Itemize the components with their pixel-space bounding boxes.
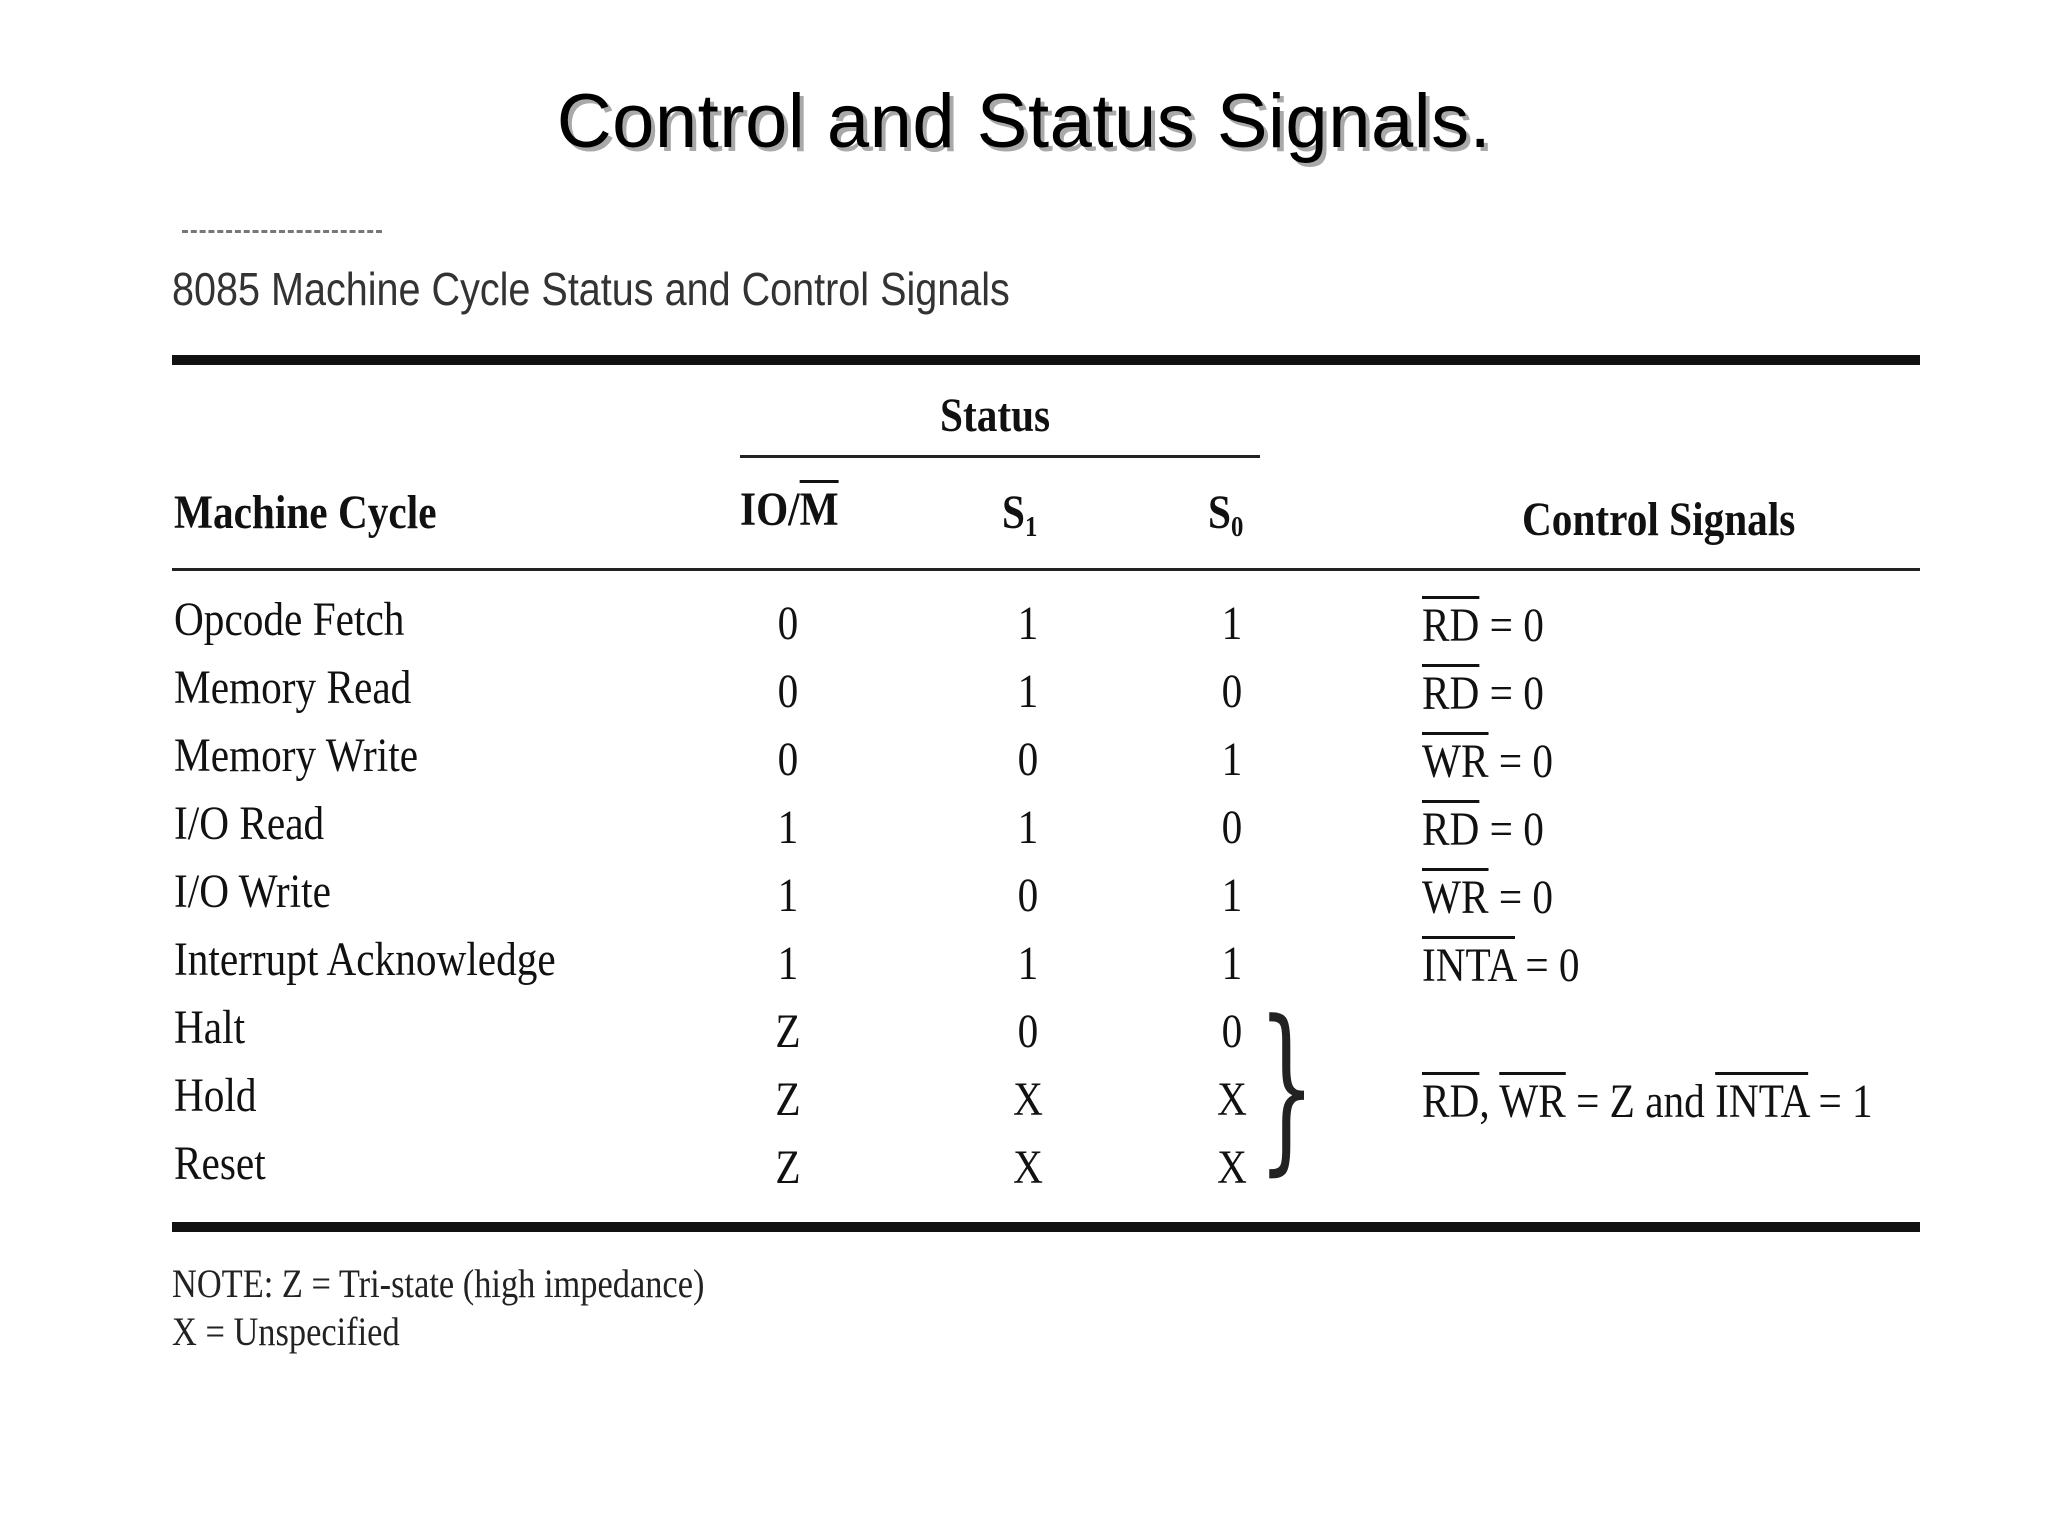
s0-cell: 0 <box>1221 801 1243 854</box>
cycle-cell: I/O Write <box>174 865 331 918</box>
io-m-header <box>740 482 839 537</box>
io-m-cell: 0 <box>777 733 799 786</box>
io-m-bar: $\overline{M}$ <box>799 483 839 536</box>
s1-cell: 1 <box>1017 597 1039 650</box>
status-group-rule <box>740 455 1260 458</box>
control-signal: $\overline{WR}$ <box>1422 735 1489 788</box>
s1-sub: 1 <box>1024 511 1038 543</box>
cycle-cell: Memory Write <box>174 729 419 782</box>
s1-cell: X <box>1013 1073 1043 1126</box>
cycle-cell: Interrupt Acknowledge <box>174 933 556 986</box>
grouped-inta: INTA <box>1715 1075 1809 1128</box>
io-m-cell: 1 <box>777 801 799 854</box>
s1-cell: 0 <box>1017 869 1039 922</box>
s0-base: S <box>1208 486 1231 539</box>
cycle-cell: Hold <box>174 1069 257 1122</box>
grouped-end: = 1 <box>1808 1075 1873 1128</box>
grouped-mid: = Z and <box>1565 1075 1716 1128</box>
cycle-cell: Opcode Fetch <box>174 593 405 646</box>
grouping-brace: } <box>1258 983 1316 1192</box>
control-cell <box>1422 735 1554 788</box>
io-m-cell: 0 <box>777 665 799 718</box>
control-signals-header: Control Signals <box>1522 493 1796 546</box>
control-cell <box>1422 939 1580 992</box>
s1-cell: 1 <box>1017 937 1039 990</box>
control-signal: INTA <box>1422 939 1516 992</box>
s0-header <box>1208 485 1243 544</box>
control-cell <box>1422 871 1554 924</box>
io-m-cell: 1 <box>777 869 799 922</box>
s0-cell: X <box>1217 1073 1247 1126</box>
s1-cell: 0 <box>1017 1005 1039 1058</box>
s0-cell: 0 <box>1221 1005 1243 1058</box>
grouped-rd: $\overline{RD}$ <box>1422 1075 1480 1128</box>
control-signal: $\overline{WR}$ <box>1422 871 1489 924</box>
control-signal: $\overline{RD}$ <box>1422 803 1480 856</box>
note-line-2: X = Unspecified <box>172 1309 400 1354</box>
s1-header <box>1002 485 1037 544</box>
control-value: = 0 <box>1479 803 1544 856</box>
control-signal: $\overline{RD}$ <box>1422 667 1480 720</box>
cycle-cell: Reset <box>174 1137 266 1190</box>
io-m-cell: Z <box>775 1005 801 1058</box>
s1-cell: 0 <box>1017 733 1039 786</box>
control-cell <box>1422 599 1544 652</box>
control-value: = 0 <box>1488 871 1554 924</box>
s1-cell: X <box>1013 1141 1043 1194</box>
grouped-wr: $\overline{WR}$ <box>1499 1075 1566 1128</box>
s0-cell: 1 <box>1221 597 1243 650</box>
grouped-control-cell <box>1422 1075 1873 1128</box>
io-m-cell: Z <box>775 1141 801 1194</box>
control-cell <box>1422 803 1544 856</box>
s0-cell: 0 <box>1221 665 1243 718</box>
s0-cell: X <box>1217 1141 1247 1194</box>
s0-cell: 1 <box>1221 733 1243 786</box>
control-value: = 0 <box>1488 735 1554 788</box>
cycle-cell: Halt <box>174 1001 246 1054</box>
io-m-prefix: IO/ <box>740 483 800 536</box>
io-m-cell: Z <box>775 1073 801 1126</box>
machine-cycle-header: Machine Cycle <box>174 486 437 539</box>
control-signal: $\overline{RD}$ <box>1422 599 1480 652</box>
s1-base: S <box>1002 486 1025 539</box>
table-caption: 8085 Machine Cycle Status and Control Signals <box>172 263 1010 315</box>
io-m-cell: 0 <box>777 597 799 650</box>
bottom-rule <box>172 1222 1920 1232</box>
s0-cell: 1 <box>1221 869 1243 922</box>
control-cell <box>1422 667 1544 720</box>
cycle-cell: I/O Read <box>174 797 325 850</box>
control-value: = 0 <box>1515 939 1580 992</box>
status-group-header: Status <box>940 389 1051 442</box>
s1-cell: 1 <box>1017 665 1039 718</box>
caption-top-marks <box>182 230 382 237</box>
io-m-cell: 1 <box>777 937 799 990</box>
top-rule <box>172 355 1920 365</box>
slide-title: Control and Status Signals. <box>556 79 1492 164</box>
control-value: = 0 <box>1479 667 1544 720</box>
header-rule <box>172 568 1920 571</box>
s0-cell: 1 <box>1221 937 1243 990</box>
control-value: = 0 <box>1479 599 1544 652</box>
s0-sub: 0 <box>1230 511 1244 543</box>
note-line-1: NOTE: Z = Tri-state (high impedance) <box>172 1261 705 1306</box>
grouped-sep: , <box>1479 1075 1500 1128</box>
s1-cell: 1 <box>1017 801 1039 854</box>
cycle-cell: Memory Read <box>174 661 412 714</box>
